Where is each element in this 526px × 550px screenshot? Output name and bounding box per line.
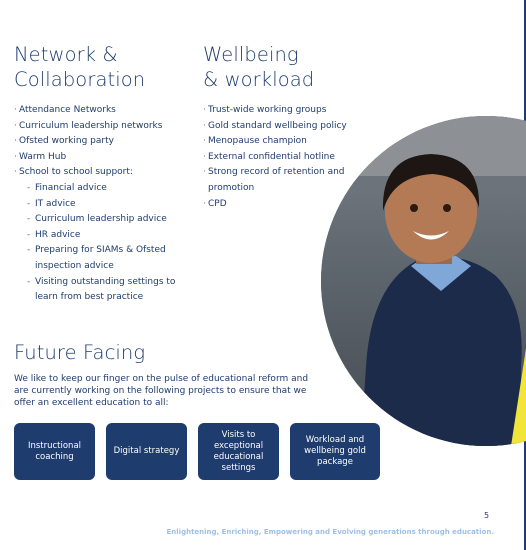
list-item: · Trust-wide working groups [203, 103, 353, 119]
page-number: 5 [484, 511, 490, 520]
school-support-sublist [19, 181, 194, 306]
future-intro-text: We like to keep our finger on the pulse of educational reform and are currently working on the following projects to ensure that we offer an excellent education to all: [14, 374, 309, 408]
footer-tagline: Enlightening, Enriching, Empowering and Evolving generations through education. [166, 528, 494, 536]
list-item: · Gold standard wellbeing policy [203, 119, 353, 135]
sub-list-item: - HR advice [27, 228, 194, 244]
network-title-line1: Network & [14, 43, 118, 66]
future-facing-heading: Future Facing [14, 341, 146, 364]
list-item: · Strong record of retention and promotion [203, 165, 353, 196]
list-item: · Warm Hub [14, 150, 194, 166]
wellbeing-list [203, 103, 353, 212]
wellbeing-workload-heading [203, 42, 363, 92]
sub-list-item: - Visiting outstanding settings to learn from best practice [27, 275, 194, 306]
school-support-label: School to school support: [19, 167, 133, 178]
tile-digital-strategy: Digital strategy [106, 423, 187, 480]
sub-list-item: - Curriculum leadership advice [27, 212, 194, 228]
list-item: · Attendance Networks [14, 103, 194, 119]
list-item: · Menopause champion [203, 134, 353, 150]
list-item: · CPD [203, 197, 353, 213]
sub-list-item: - Preparing for SIAMs & Ofsted inspection advice [27, 243, 194, 274]
network-list [14, 103, 194, 306]
tile-workload-wellbeing-package: Workload and wellbeing gold package [290, 423, 380, 480]
network-collaboration-heading [14, 42, 184, 92]
sub-list-item: - IT advice [27, 197, 194, 213]
network-title-line2: Collaboration [14, 68, 146, 91]
list-item: · Ofsted working party [14, 134, 194, 150]
wellbeing-title-line2: & workload [203, 68, 315, 91]
project-tiles [14, 423, 380, 480]
tile-instructional-coaching: Instructional coaching [14, 423, 95, 480]
list-item: · External confidential hotline [203, 150, 353, 166]
wellbeing-title-line1: Wellbeing [203, 43, 299, 66]
sub-list-item: - Financial advice [27, 181, 194, 197]
list-item [14, 165, 194, 305]
tile-visits-exceptional-settings: Visits to exceptional educational settings [198, 423, 279, 480]
list-item: · Curriculum leadership networks [14, 119, 194, 135]
